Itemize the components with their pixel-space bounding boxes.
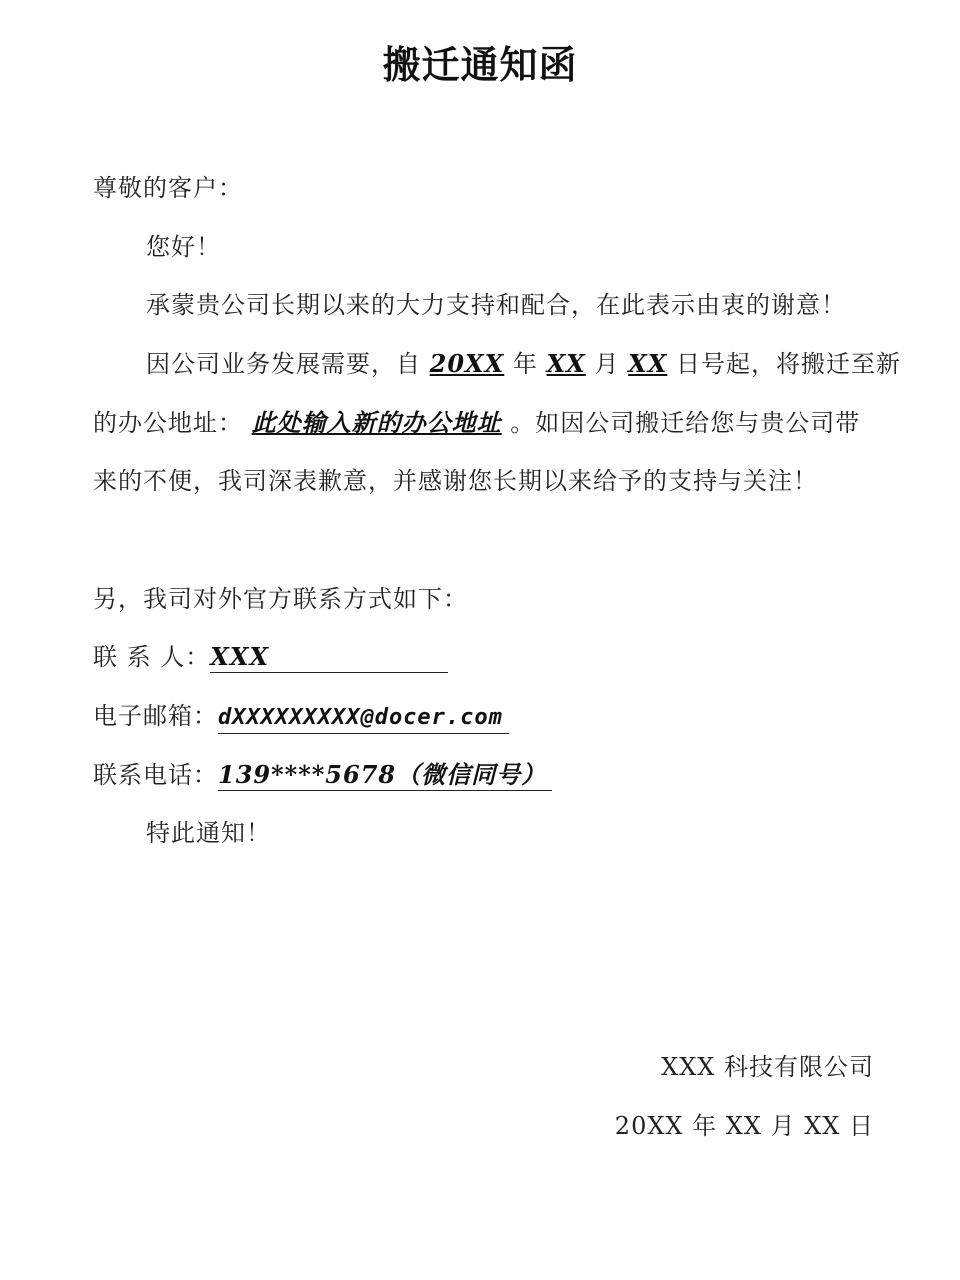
contact-person-value: XXX — [210, 642, 448, 673]
contact-person-row — [93, 637, 448, 673]
phone-value: 139****5678（微信同号） — [218, 760, 552, 791]
move-day: XX — [628, 349, 668, 378]
notice-text: 因公司业务发展需要，自 — [146, 350, 421, 378]
phone-label: 联系电话： — [93, 761, 218, 789]
notice-text: 的办公地址： — [93, 409, 243, 437]
notice-text: 月 — [594, 350, 620, 378]
signature-company: XXX 科技有限公司 — [661, 1053, 874, 1081]
email-label: 电子邮箱： — [93, 702, 218, 730]
notice-line-3: 来的不便，我司深表歉意，并感谢您长期以来给予的支持与关注！ — [93, 467, 818, 495]
page-title: 搬迁通知函 — [382, 42, 578, 87]
notice-line-1 — [146, 344, 901, 379]
closing: 特此通知！ — [146, 819, 271, 847]
thanks-paragraph: 承蒙贵公司长期以来的大力支持和配合，在此表示由衷的谢意！ — [146, 291, 846, 319]
notice-text: 。如因公司搬迁给您与贵公司带 — [510, 409, 861, 437]
signature-date: 20XX 年 XX 月 XX 日 — [614, 1112, 874, 1140]
notice-text: 年 — [512, 350, 538, 378]
new-address: 此处输入新的办公地址 — [251, 408, 502, 437]
email-value: dXXXXXXXXX@docer.com — [218, 703, 509, 734]
phone-row — [93, 755, 552, 791]
email-row — [93, 696, 509, 734]
notice-line-2 — [93, 403, 860, 438]
salutation: 尊敬的客户： — [93, 174, 243, 202]
notice-text: 日号起，将搬迁至新 — [675, 350, 901, 378]
move-month: XX — [546, 349, 586, 378]
move-year: 20XX — [429, 349, 505, 378]
contact-person-label: 联 系 人： — [93, 643, 211, 671]
greeting: 您好！ — [146, 233, 221, 261]
contact-intro: 另，我司对外官方联系方式如下： — [93, 585, 468, 613]
